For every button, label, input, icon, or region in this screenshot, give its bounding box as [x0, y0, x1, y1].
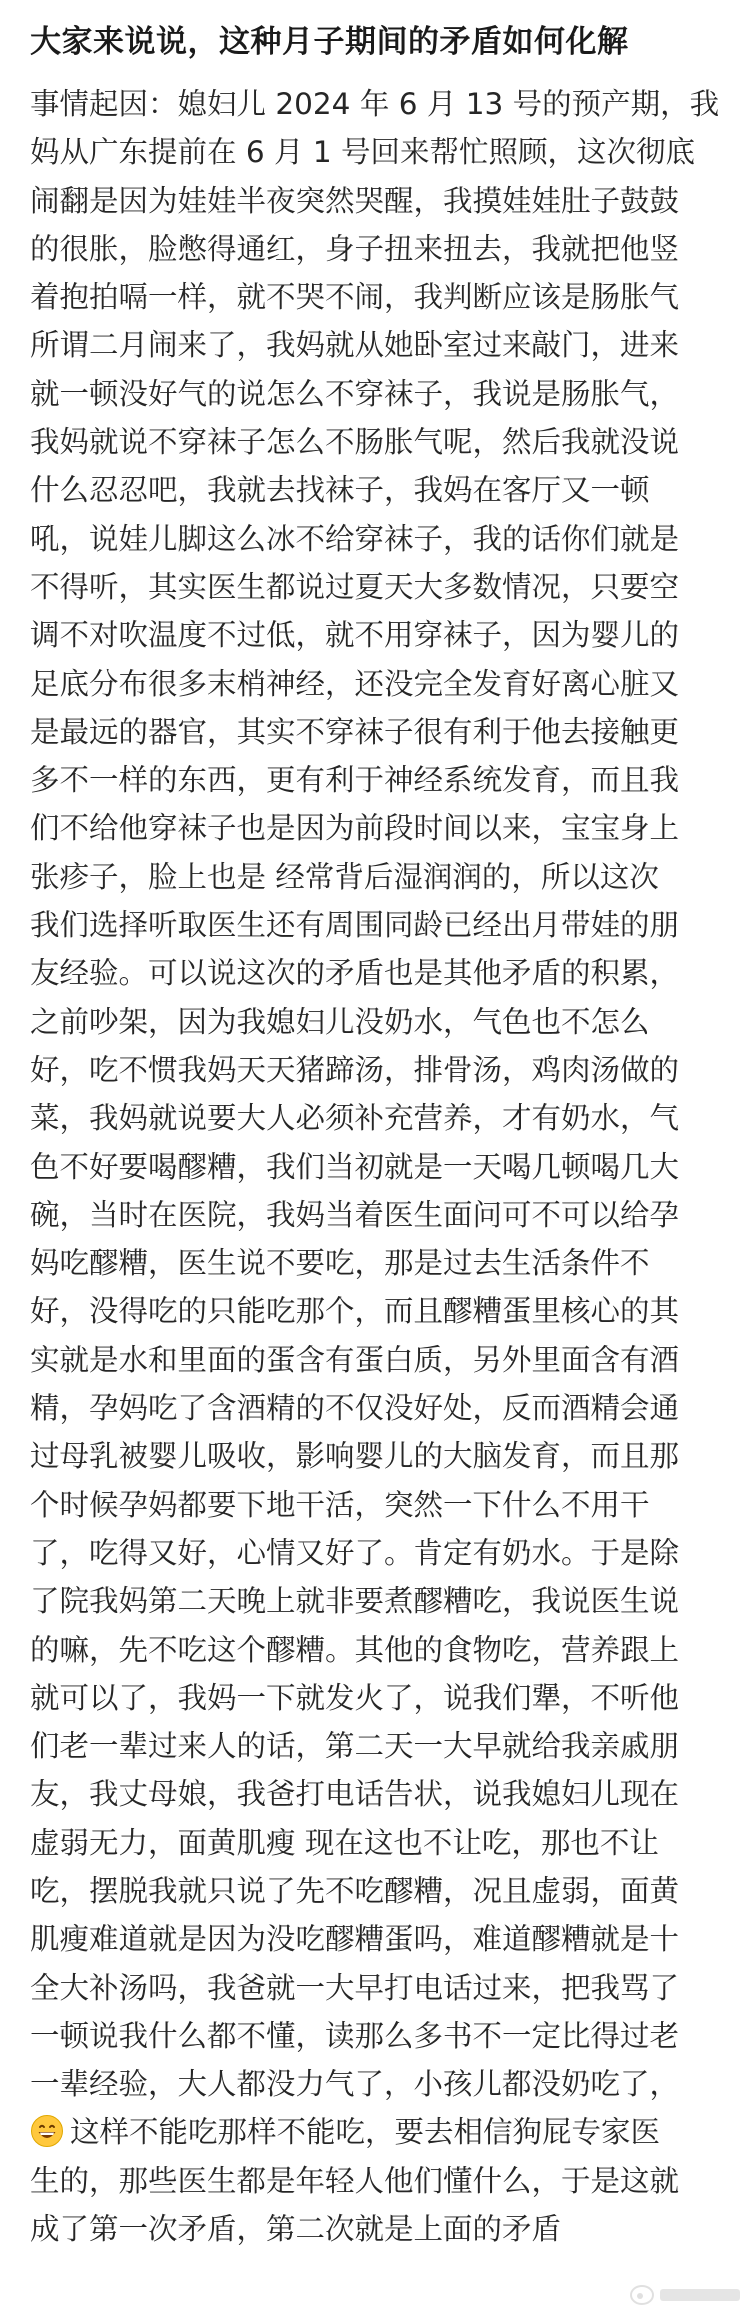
- body-line-text: 们不给他穿袜子也是因为前段时间以来，宝宝身上: [30, 811, 680, 846]
- body-line: [30, 2108, 722, 2156]
- body-line-text: 吼，说娃儿脚这么冰不给穿袜子，我的话你们就是: [30, 521, 680, 556]
- body-line: [30, 1191, 722, 1239]
- body-line: [30, 1336, 722, 1384]
- body-line-text: 的嘛，先不吃这个醪糟。其他的食物吃，营养跟上: [30, 1632, 680, 1667]
- body-line: [30, 660, 722, 708]
- body-line: [30, 1481, 722, 1529]
- body-line: [30, 321, 722, 369]
- body-line: [30, 1143, 722, 1191]
- body-line-text: 妈从广东提前在 6 月 1 号回来帮忙照顾，这次彻底: [30, 135, 696, 170]
- body-line-text: 友经验。可以说这次的矛盾也是其他矛盾的积累，: [30, 956, 680, 991]
- body-line-text: 就可以了，我妈一下就发火了，说我们犟，不听他: [30, 1680, 680, 1715]
- body-line: [30, 515, 722, 563]
- body-line: [30, 273, 722, 321]
- body-line-text: 的很胀，脸憋得通红，身子扭来扭去，我就把他竖: [30, 231, 680, 266]
- body-line: [30, 466, 722, 514]
- body-line-text: 多不一样的东西，更有利于神经系统发育，而且我: [30, 763, 680, 798]
- body-line: [30, 1384, 722, 1432]
- body-line-text: 全大补汤吗，我爸就一大早打电话过来，把我骂了: [30, 1970, 680, 2005]
- post-title: 大家来说说，这种月子期间的矛盾如何化解: [30, 24, 629, 60]
- body-line: [30, 1674, 722, 1722]
- grinning-face-emoji: [30, 2114, 64, 2148]
- body-line-text: 是最远的器官，其实不穿袜子很有利于他去接触更: [30, 714, 680, 749]
- body-line-text: 这样不能吃那样不能吃，要去相信狗屁专家医: [70, 2115, 661, 2150]
- body-line-text: 就一顿没好气的说怎么不穿袜子，我说是肠胀气，: [30, 376, 680, 411]
- body-line-text: 虚弱无力，面黄肌瘦 现在这也不让吃，那也不让: [30, 1825, 659, 1860]
- body-line: [30, 1626, 722, 1674]
- body-line: [30, 1722, 722, 1770]
- body-line-text: 们老一辈过来人的话，第二天一大早就给我亲戚朋: [30, 1729, 680, 1764]
- body-line-text: 事情起因：媳妇儿 2024 年 6 月 13 号的预产期，我: [30, 87, 720, 121]
- body-line-text: 什么忍忍吧，我就去找袜子，我妈在客厅又一顿: [30, 473, 650, 508]
- body-line-text: 生的，那些医生都是年轻人他们懂什么，于是这就: [30, 2163, 680, 2198]
- body-line: [30, 1529, 722, 1577]
- body-line: [30, 2012, 722, 2060]
- body-line: [30, 2060, 722, 2108]
- body-line-text: 友，我丈母娘，我爸打电话告状，说我媳妇儿现在: [30, 1777, 680, 1812]
- body-line: [30, 128, 722, 176]
- body-line-text: 菜，我妈就说要大人必须补充营养，才有奶水，气: [30, 1101, 680, 1136]
- body-line-text: 妈吃醪糟，医生说不要吃，那是过去生活条件不: [30, 1246, 650, 1281]
- body-line-text: 好，吃不惯我妈天天猪蹄汤，排骨汤，鸡肉汤做的: [30, 1052, 680, 1087]
- body-line-text: 精，孕妈吃了含酒精的不仅没好处，反而酒精会通: [30, 1391, 680, 1426]
- body-line-text: 吃，摆脱我就只说了先不吃醪糟，况且虚弱，面黄: [30, 1873, 680, 1908]
- body-line: [30, 2157, 722, 2205]
- body-line-text: 一顿说我什么都不懂，读那么多书不一定比得过老: [30, 2018, 680, 2053]
- body-line: [30, 418, 722, 466]
- body-line: [30, 1867, 722, 1915]
- body-line-text: 过母乳被婴儿吸收，影响婴儿的大脑发育，而且那: [30, 1439, 680, 1474]
- body-line-text: 闹翻是因为娃娃半夜突然哭醒，我摸娃娃肚子鼓鼓: [30, 183, 680, 218]
- body-line: [30, 1964, 722, 2012]
- body-line-text: 调不对吹温度不过低，就不用穿袜子，因为婴儿的: [30, 618, 680, 653]
- body-line: [30, 611, 722, 659]
- body-line: [30, 949, 722, 997]
- body-line: [30, 80, 722, 128]
- body-line: [30, 756, 722, 804]
- body-line-text: 一辈经验，大人都没力气了，小孩儿都没奶吃了，: [30, 2067, 680, 2102]
- body-line: [30, 804, 722, 852]
- body-line: [30, 2205, 722, 2253]
- body-line-text: 个时候孕妈都要下地干活，突然一下什么不用干: [30, 1487, 650, 1522]
- body-line: [30, 225, 722, 273]
- body-line-text: 着抱拍嗝一样，就不哭不闹，我判断应该是肠胀气: [30, 280, 680, 315]
- body-line: [30, 1915, 722, 1963]
- body-line: [30, 901, 722, 949]
- body-line: [30, 853, 722, 901]
- body-line: [30, 1094, 722, 1142]
- body-line: [30, 998, 722, 1046]
- body-line-text: 之前吵架，因为我媳妇儿没奶水，气色也不怎么: [30, 1004, 650, 1039]
- body-line: [30, 1577, 722, 1625]
- body-line: [30, 370, 722, 418]
- body-line-text: 所谓二月闹来了，我妈就从她卧室过来敲门，进来: [30, 328, 680, 363]
- body-line-text: 成了第一次矛盾，第二次就是上面的矛盾: [30, 2212, 562, 2247]
- body-line-text: 实就是水和里面的蛋含有蛋白质，另外里面含有酒: [30, 1342, 680, 1377]
- body-line-text: 张疹子，脸上也是 经常背后湿润润的，所以这次: [30, 859, 659, 894]
- body-line: [30, 1046, 722, 1094]
- body-line-text: 碗，当时在医院，我妈当着医生面问可不可以给孕: [30, 1197, 680, 1232]
- body-line-text: 好，没得吃的只能吃那个，而且醪糟蛋里核心的其: [30, 1294, 680, 1329]
- post-body: [30, 80, 722, 2253]
- body-line-text: 肌瘦难道就是因为没吃醪糟蛋吗，难道醪糟就是十: [30, 1922, 680, 1957]
- body-line-text: 足底分布很多末梢神经，还没完全发育好离心脏又: [30, 666, 680, 701]
- body-line: [30, 563, 722, 611]
- body-line: [30, 708, 722, 756]
- body-line-text: 了院我妈第二天晚上就非要煮醪糟吃，我说医生说: [30, 1584, 680, 1619]
- body-line: [30, 177, 722, 225]
- body-line: [30, 1819, 722, 1867]
- body-line-text: 了，吃得又好，心情又好了。肯定有奶水。于是除: [30, 1535, 680, 1570]
- body-line: [30, 1770, 722, 1818]
- body-line-text: 我妈就说不穿袜子怎么不肠胀气呢，然后我就没说: [30, 425, 680, 460]
- body-line-text: 色不好要喝醪糟，我们当初就是一天喝几顿喝几大: [30, 1149, 680, 1184]
- body-line: [30, 1239, 722, 1287]
- watermark-logo: [628, 2280, 746, 2310]
- body-line: [30, 1287, 722, 1335]
- body-line-text: 我们选择听取医生还有周围同龄已经出月带娃的朋: [30, 908, 680, 943]
- body-line-text: 不得听，其实医生都说过夏天大多数情况，只要空: [30, 569, 680, 604]
- body-line: [30, 1432, 722, 1480]
